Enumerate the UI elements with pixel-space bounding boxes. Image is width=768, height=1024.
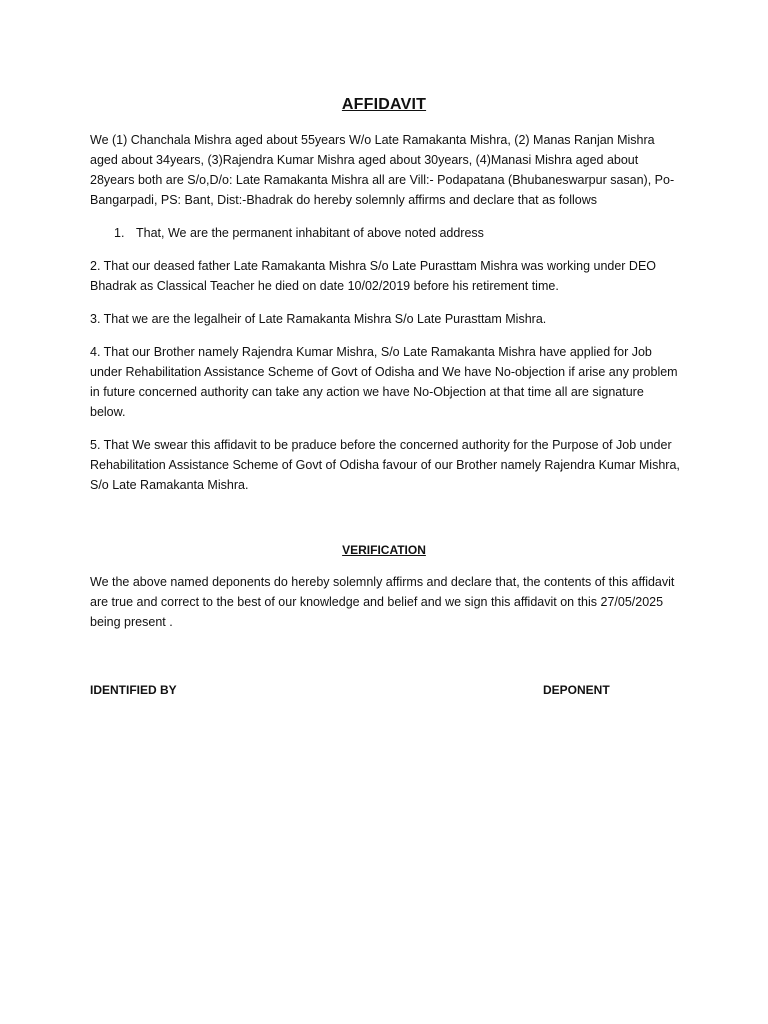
document-title: AFFIDAVIT (341, 96, 427, 113)
paragraph-4: 4. That our Brother namely Rajendra Kumar Mishra, S/o Late Ramakanta Mishra have applied for Job under Rehabilitation Assistance Scheme of Govt of Odisha and We have No-objection if arise any problem in future concerned authority can take any action we have No-Objection at that time all are signature below. (90, 345, 678, 419)
list-item-1 (90, 223, 682, 243)
paragraph-2: 2. That our deased father Late Ramakanta Mishra S/o Late Purasttam Mishra was working under DEO Bhadrak as Classical Teacher he died on date 10/02/2019 before his retirement time. (90, 259, 657, 293)
document-body (90, 130, 682, 508)
identified-by-label: IDENTIFIED BY (90, 683, 177, 697)
list-item-number: 1. (114, 226, 125, 240)
deponent-label: DEPONENT (543, 683, 610, 697)
verification-paragraph: We the above named deponents do hereby solemnly affirms and declare that, the contents of this affidavit are true and correct to the best of our knowledge and belief and we sign this affidavit on this 27/05/2025 being present . (90, 575, 675, 629)
intro-paragraph: We (1) Chanchala Mishra aged about 55years W/o Late Ramakanta Mishra, (2) Manas Ranjan Mishra aged about 34years, (3)Rajendra Kumar Mishra aged about 30years, (4)Manasi Mishra aged about 28years both are S/o,D/o: Late Ramakanta Mishra all are Vill:- Podapatana (Bhubaneswarpur sasan), Po- Bangarpadi, PS: Bant, Dist:-Bhadrak do hereby solemnly affirms and declare that as follows (90, 133, 675, 207)
list-item-text: That, We are the permanent inhabitant of above noted address (136, 226, 484, 240)
paragraph-5: 5. That We swear this affidavit to be praduce before the concerned authority for the Purpose of Job under Rehabilitation Assistance Scheme of Govt of Odisha favour of our Brother namely Rajendra Kumar Mishra, S/o Late Ramakanta Mishra. (90, 438, 680, 492)
verification-title: VERIFICATION (342, 543, 426, 557)
paragraph-3: 3. That we are the legalheir of Late Ramakanta Mishra S/o Late Purasttam Mishra. (90, 312, 547, 326)
